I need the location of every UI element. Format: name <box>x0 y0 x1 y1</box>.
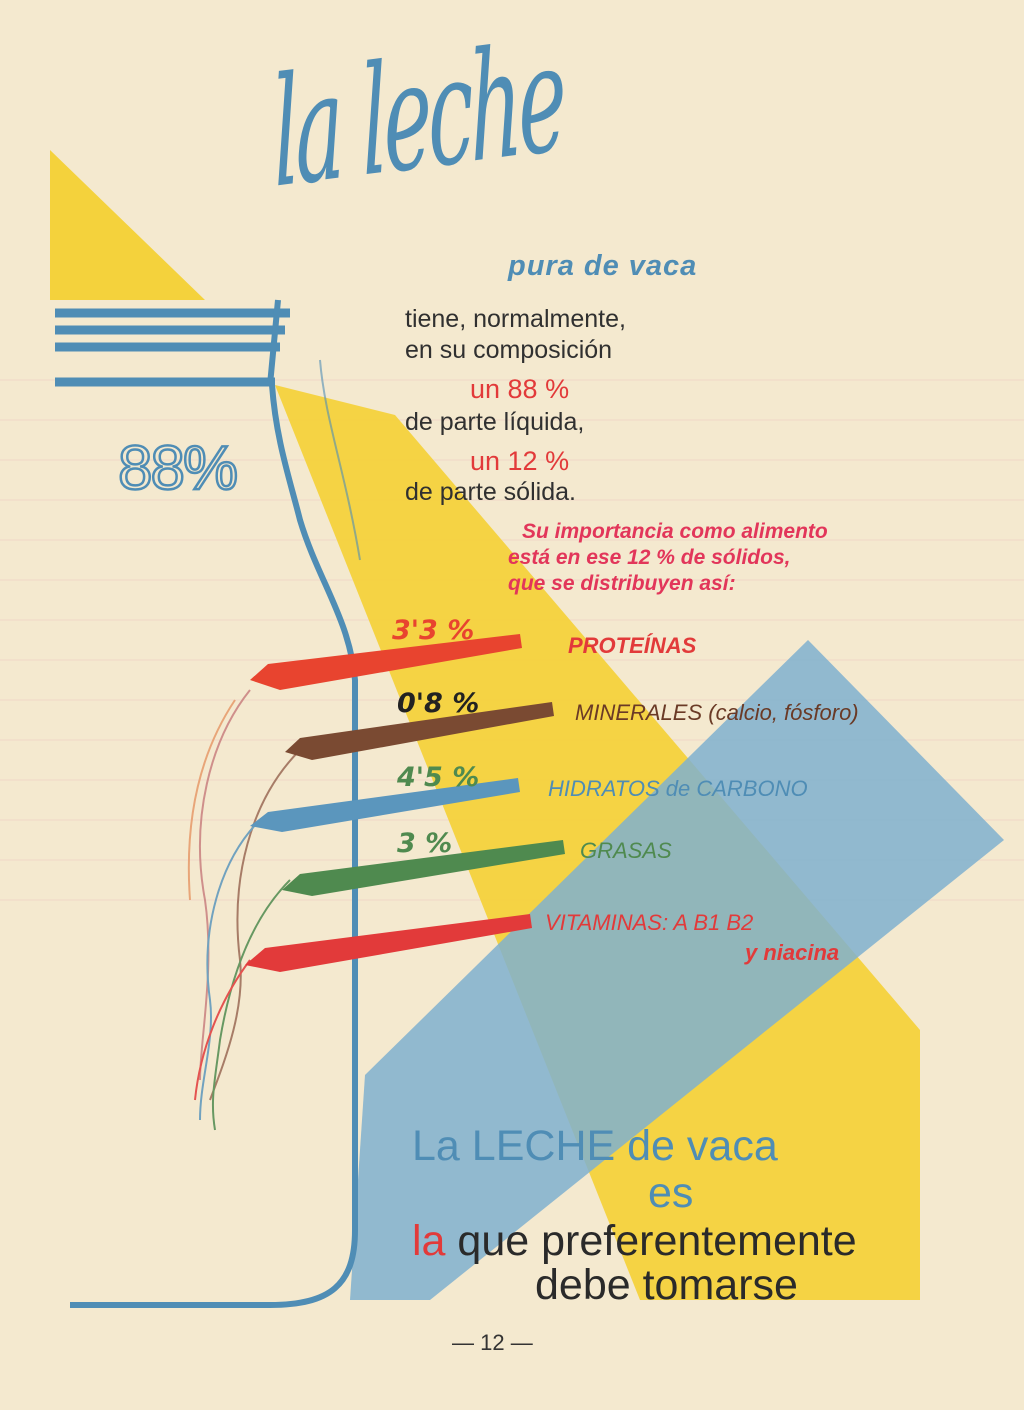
page-title: la leche <box>269 11 566 222</box>
closing-leche: LECHE de vaca <box>471 1122 778 1170</box>
hidratos-label: HIDRATOS de CARBONO <box>548 776 808 801</box>
closing-preferentemente: que preferentemente <box>457 1217 857 1265</box>
minerales-percent: 0'8 % <box>397 688 480 719</box>
hidratos-percent: 4'5 % <box>397 762 480 793</box>
milk-streams <box>189 690 300 1130</box>
closing-line-4: debe tomarse <box>535 1261 798 1309</box>
solid-label: de parte sólida. <box>405 478 576 506</box>
grasas-label: GRASAS <box>580 838 672 863</box>
minerales-label: MINERALES (calcio, fósforo) <box>575 700 859 725</box>
vitaminas-label-2: y niacina <box>745 940 840 965</box>
yellow-triangle-top <box>50 150 205 300</box>
closing-la-red: la <box>412 1217 446 1265</box>
grasas-percent: 3 % <box>397 828 453 859</box>
proteinas-label: PROTEÍNAS <box>568 633 697 658</box>
page-number: — 12 — <box>452 1330 533 1355</box>
intro-line-2: está en ese 12 % de sólidos, <box>508 546 791 569</box>
liquid-label: de parte líquida, <box>405 408 585 436</box>
liquid-percent-large: 88% <box>118 434 237 503</box>
closing-line-3 <box>412 1217 857 1265</box>
intro-line-3: que se distribuyen así: <box>508 572 736 595</box>
closing-la: La <box>412 1122 460 1170</box>
composition-line-2: en su composición <box>405 336 613 364</box>
composition-line-1: tiene, normalmente, <box>405 305 626 333</box>
intro-line-1: Su importancia como alimento <box>522 520 828 543</box>
vitaminas-label: VITAMINAS: A B1 B2 <box>545 910 754 935</box>
solid-percent: un 12 % <box>470 446 570 476</box>
closing-line-1 <box>412 1122 778 1170</box>
closing-line-2: es <box>648 1169 694 1217</box>
subtitle: pura de vaca <box>508 250 698 282</box>
liquid-percent: un 88 % <box>470 374 570 404</box>
proteinas-percent: 3'3 % <box>392 615 475 646</box>
